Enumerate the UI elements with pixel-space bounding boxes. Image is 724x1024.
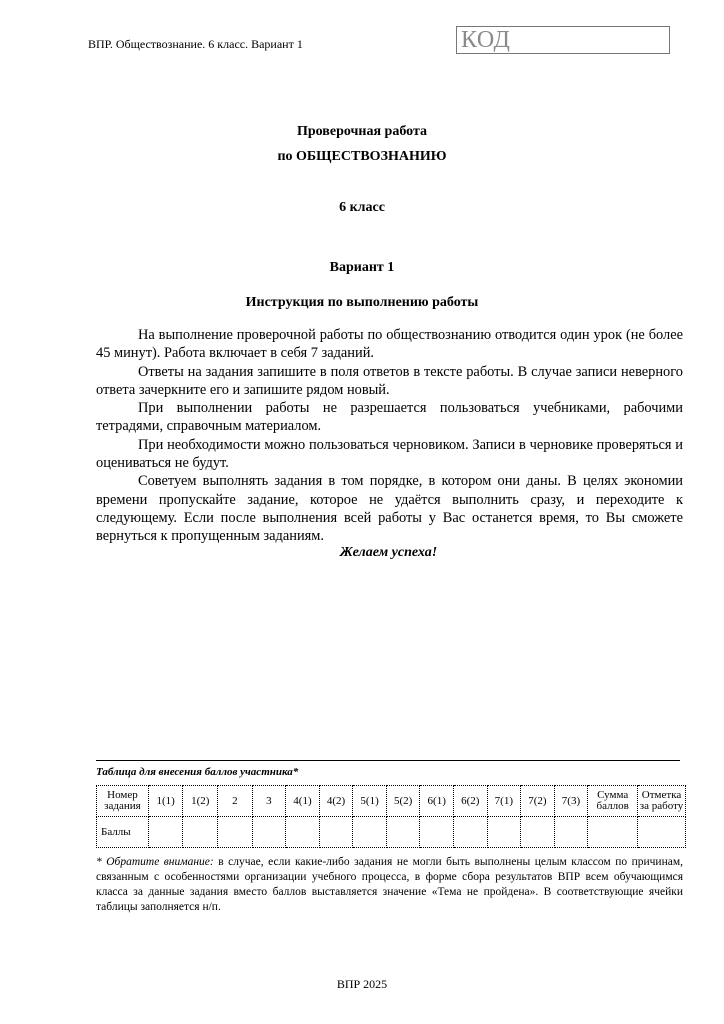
score-cell[interactable]: [353, 817, 387, 848]
header-cell: 2: [218, 786, 253, 817]
document-title-line2: по ОБЩЕСТВОЗНАНИЮ: [277, 149, 447, 164]
header-cell: Сумма баллов: [588, 786, 638, 817]
instructions-body: [96, 326, 683, 546]
score-cell[interactable]: [286, 817, 320, 848]
variant-label: Вариант 1: [329, 260, 395, 275]
score-sum-cell[interactable]: [588, 817, 638, 848]
instruction-paragraph: На выполнение проверочной работы по обществознанию отводится один урок (не более 45 минут). Работа включает в себя 7 заданий.: [96, 327, 683, 362]
grade-label: 6 класс: [339, 200, 385, 215]
header-cell: 4(1): [286, 786, 320, 817]
score-cell[interactable]: [252, 817, 286, 848]
instruction-paragraph: Советуем выполнять задания в том порядке, в котором они даны. В целях экономии времени пропускайте задание, которое не удаётся выполнить сразу, и переходите к следующему. Если после выполнения всей работы у Вас останется время, то Вы сможете вернуться к пропущенным заданиям.: [96, 473, 683, 545]
score-table: [96, 785, 686, 848]
score-cell[interactable]: [420, 817, 454, 848]
wish-text: Желаем успеха!: [339, 545, 438, 560]
score-table-score-row: [97, 817, 686, 848]
header-cell: Отметка за работу: [638, 786, 686, 817]
header-cell: 4(2): [319, 786, 353, 817]
score-cell[interactable]: [386, 817, 420, 848]
score-cell[interactable]: [148, 817, 183, 848]
score-cell[interactable]: [487, 817, 521, 848]
score-cell[interactable]: [319, 817, 353, 848]
header-cell: 5(2): [386, 786, 420, 817]
footnote: [96, 855, 683, 915]
grade-cell[interactable]: [638, 817, 686, 848]
score-cell[interactable]: [554, 817, 588, 848]
header-cell: 1(1): [148, 786, 183, 817]
score-cell[interactable]: [218, 817, 253, 848]
header-cell: 1(2): [183, 786, 218, 817]
instruction-paragraph: При выполнении работы не разрешается пользоваться учебниками, рабочими тетрадями, справочным материалом.: [96, 400, 683, 435]
instruction-paragraph: При необходимости можно пользоваться черновиком. Записи в черновике проверяться и оцениваться не будут.: [96, 436, 683, 472]
instructions-heading: Инструкция по выполнению работы: [245, 295, 479, 310]
footnote-text: в случае, если какие-либо задания не могли быть выполнены целым классом по причинам, связанным с особенностями организации учебного процесса, в форме сбора результатов ВПР всем обучающимся класса за данные задания вместо баллов выставляется значение «Тема не пройдена». В соответствующие ячейки таблицы заполняется н/п.: [96, 856, 683, 913]
score-table-header-row: [97, 786, 686, 817]
document-header-title: ВПР. Обществознание. 6 класс. Вариант 1: [88, 37, 303, 51]
score-cell[interactable]: [453, 817, 487, 848]
header-cell: 6(1): [420, 786, 454, 817]
instruction-paragraph: Ответы на задания запишите в поля ответов в тексте работы. В случае записи неверного ответа зачеркните его и запишите рядом новый.: [96, 363, 683, 398]
page-footer: ВПР 2025: [336, 977, 388, 991]
score-cell[interactable]: [521, 817, 555, 848]
header-cell: Номер задания: [97, 786, 149, 817]
footnote-lead: * Обратите внимание:: [96, 856, 214, 868]
header-cell: 5(1): [353, 786, 387, 817]
header-cell: 7(2): [521, 786, 555, 817]
document-title-line1: Проверочная работа: [296, 124, 428, 139]
header-cell: 3: [252, 786, 286, 817]
table-separator: [96, 760, 680, 761]
header-cell: 7(3): [554, 786, 588, 817]
score-table-caption: Таблица для внесения баллов участника*: [96, 766, 299, 778]
score-row-label: Баллы: [97, 817, 149, 848]
score-cell[interactable]: [183, 817, 218, 848]
header-cell: 6(2): [453, 786, 487, 817]
header-cell: 7(1): [487, 786, 521, 817]
code-box[interactable]: КОД: [456, 26, 670, 54]
